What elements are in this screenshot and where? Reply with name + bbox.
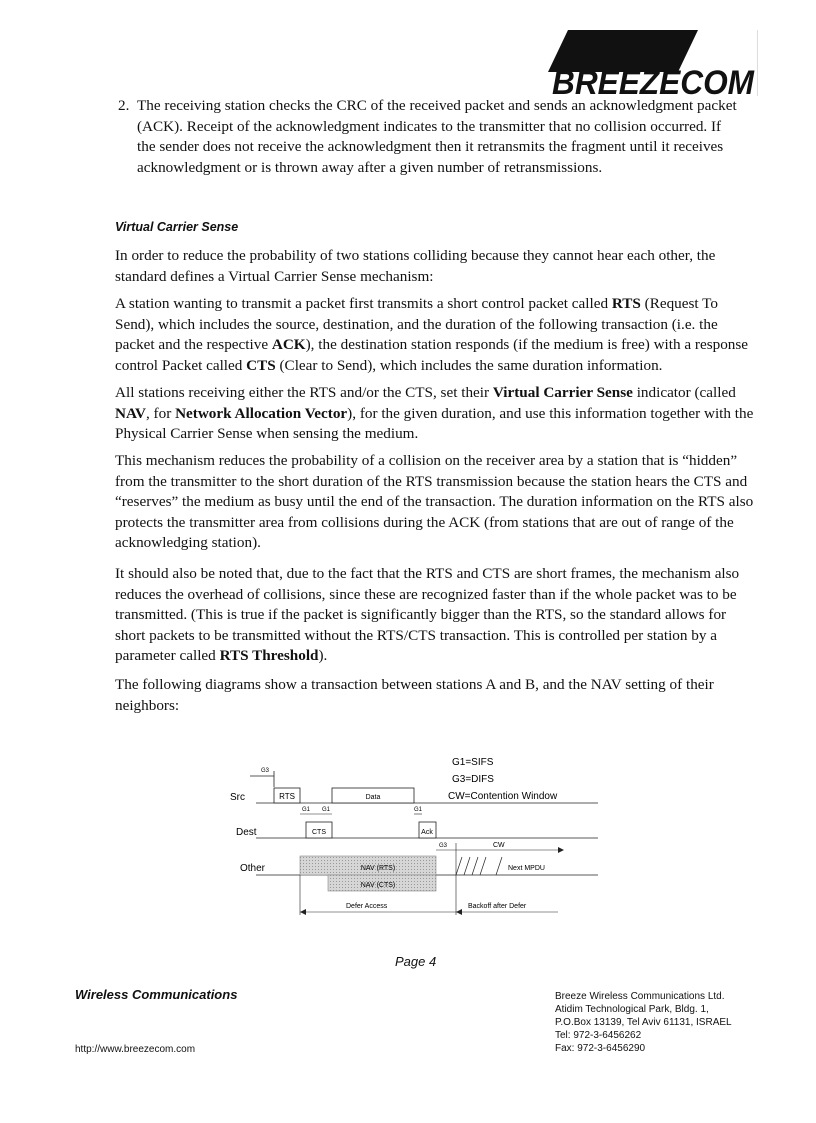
footer-url[interactable]: http://www.breezecom.com [75,1044,196,1055]
row-label-dest: Dest [236,827,257,838]
paragraph-2: A station wanting to transmit a packet first transmits a short control packet called RTS (Request To Send), which includes the source, destination, and the duration of the following transaction (i.e. the packet and the respective ACK), the destination station responds (if the medium is free) with a response control Packet called CTS (Clear to Send), which includes the same duration information. [115,295,749,374]
nav-rts-label: NAV (RTS) [360,865,396,872]
footer-title: Wireless Communications [75,987,238,1002]
legend-g1: G1=SIFS [452,757,494,768]
rts-label: RTS [279,792,295,801]
legend-g3: G3=DIFS [452,774,494,785]
footer-address [555,990,732,1055]
paragraph-6: The following diagrams show a transaction between stations A and B, and the NAV setting of their neighbors: [115,676,714,714]
gap-label-g1-a: G1 [302,807,311,813]
nav-cts-label: NAV (CTS) [360,882,396,889]
address-line: Tel: 972-3-6456262 [555,1030,642,1041]
page-number: Page 4 [395,954,437,969]
gap-label-g1-b: G1 [322,807,331,813]
timing-diagram [228,755,608,925]
paragraph-4: This mechanism reduces the probability of a collision on the receiver area by a station that is “hidden” from the transmitter to the short duration of the RTS transmission because the station hears the CTS and “reserves” the medium as busy until the end of the transaction. The duration information on the RTS also protects the transmitter area from collisions during the ACK (from stations that are out of range of the acknowledging station). [115,452,754,551]
paragraph-5: It should also be noted that, due to the fact that the RTS and CTS are short frames, the mechanism also reduces the overhead of collisions, since these are recognized faster than if the whole packet was to be transmitted. (This is true if the packet is significantly bigger than the RTS, so the standard allows for short packets to be transmitted without the RTS/CTS transaction. This is controlled per station by a parameter called RTS Threshold). [115,565,740,664]
gap-label-g3-top: G3 [261,768,270,774]
logo-text: BREEZECOM [552,64,755,98]
backoff-label: Backoff after Defer [468,903,527,910]
address-line: Breeze Wireless Communications Ltd. [555,991,725,1002]
gap-label-cw: CW [493,842,505,849]
gap-label-g3-bottom: G3 [439,843,448,849]
row-label-src: Src [230,792,245,803]
paragraph-1: In order to reduce the probability of two stations colliding because they cannot hear each other, the standard defines a Virtual Carrier Sense mechanism: [115,247,716,285]
address-line: Atidim Technological Park, Bldg. 1, [555,1004,709,1015]
row-label-other: Other [240,863,266,874]
breezecom-logo [548,30,758,98]
gap-label-g1-c: G1 [414,807,423,813]
address-line: P.O.Box 13139, Tel Aviv 61131, ISRAEL [555,1017,732,1028]
cts-label: CTS [312,829,326,836]
data-label: Data [365,794,381,801]
ack-label: Ack [421,829,433,836]
legend-cw: CW=Contention Window [448,791,558,802]
section-heading: Virtual Carrier Sense [115,220,239,234]
list-number: 2. [118,97,130,114]
defer-access-label: Defer Access [346,903,388,910]
paragraph-3: All stations receiving either the RTS and/or the CTS, set their Virtual Carrier Sense indicator (called NAV, for Network Allocation Vector), for the given duration, and use this information together with the Physical Carrier Sense when sensing the medium. [115,384,754,442]
list-item-text: The receiving station checks the CRC of the received packet and sends an acknowledgment packet (ACK). Receipt of the acknowledgment indicates to the transmitter that no collision occurred. If the sender does not receive the acknowledgment then it retransmits the fragment until it receives acknowledgment or is thrown away after a given number of retransmissions. [137,97,737,176]
address-line: Fax: 972-3-6456290 [555,1043,646,1054]
next-mpdu-label: Next MPDU [508,865,545,872]
